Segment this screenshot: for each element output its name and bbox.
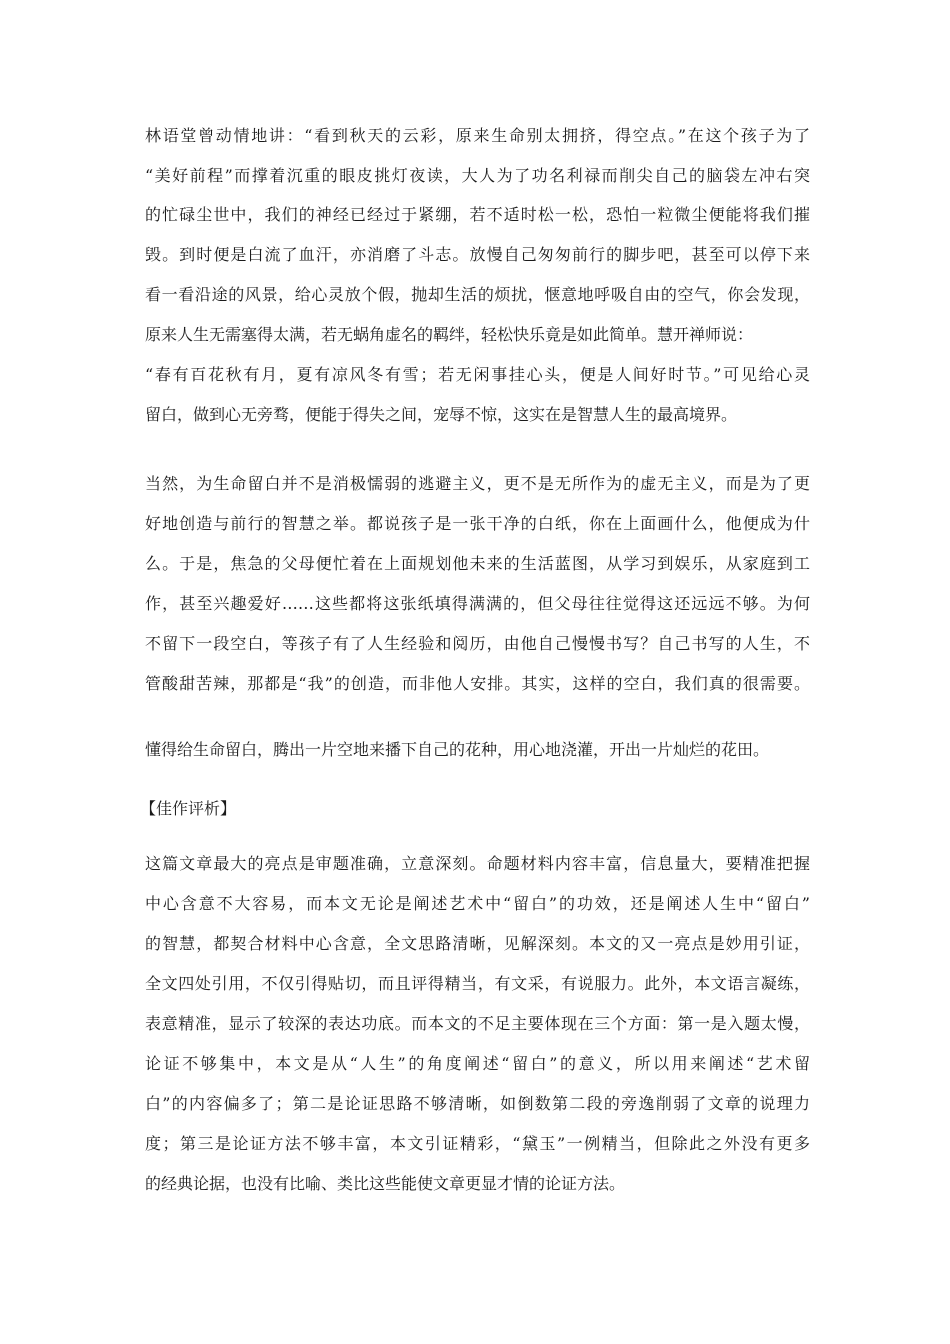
text-line: 么。于是，焦急的父母便忙着在上面规划他未来的生活蓝图，从学习到娱乐，从家庭到工 [145, 554, 810, 573]
text-line: 好地创造与前行的智慧之举。都说孩子是一张干净的白纸，你在上面画什么，他便成为什 [145, 514, 810, 533]
text-line: 看一看沿途的风景，给心灵放个假，抛却生活的烦扰，惬意地呼吸自由的空气，你会发现， [145, 285, 810, 304]
section-heading: 【佳作评析】 [140, 799, 237, 818]
text-line: 中心含意不大容易，而本文无论是阐述艺术中“留白”的功效，还是阐述人生中“留白” [145, 894, 810, 913]
text-line: 的智慧，都契合材料中心含意，全文思路清晰，见解深刻。本文的又一亮点是妙用引证， [145, 934, 810, 953]
text-line: 度；第三是论证方法不够丰富，本文引证精彩，“黛玉”一例精当，但除此之外没有更多 [145, 1134, 810, 1153]
text-line: 原来人生无需塞得太满，若无蜗角虚名的羁绊，轻松快乐竟是如此简单。慧开禅师说： [145, 325, 754, 344]
text-line: 这篇文章最大的亮点是审题准确，立意深刻。命题材料内容丰富，信息量大，要精准把握 [145, 854, 810, 873]
text-line: 表意精准，显示了较深的表达功底。而本文的不足主要体现在三个方面：第一是入题太慢， [145, 1014, 810, 1033]
text-line: 懂得给生命留白，腾出一片空地来播下自己的花种，用心地浇灌，开出一片灿烂的花田。 [145, 740, 770, 759]
text-line: 的经典论据，也没有比喻、类比这些能使文章更显才情的论证方法。 [145, 1174, 626, 1193]
text-line: 管酸甜苦辣，那都是“我”的创造，而非他人安排。其实，这样的空白，我们真的很需要。 [145, 674, 810, 693]
text-line: 林语堂曾动情地讲：“看到秋天的云彩，原来生命别太拥挤，得空点。”在这个孩子为了 [145, 126, 810, 145]
text-line: 不留下一段空白，等孩子有了人生经验和阅历，由他自己慢慢书写？自己书写的人生，不 [145, 634, 810, 653]
text-line: 论证不够集中，本文是从“人生”的角度阐述“留白”的意义，所以用来阐述“艺术留 [145, 1054, 810, 1073]
text-line: 白”的内容偏多了；第二是论证思路不够清晰，如倒数第二段的旁逸削弱了文章的说理力 [145, 1094, 810, 1113]
text-line: 的忙碌尘世中，我们的神经已经过于紧绷，若不适时松一松，恐怕一粒微尘便能将我们摧 [145, 205, 810, 224]
text-line: 当然，为生命留白并不是消极懦弱的逃避主义，更不是无所作为的虚无主义，而是为了更 [145, 474, 810, 493]
text-line: 毁。到时便是白流了血汗，亦消磨了斗志。放慢自己匆匆前行的脚步吧，甚至可以停下来 [145, 245, 810, 264]
text-line: 作，甚至兴趣爱好……这些都将这张纸填得满满的，但父母往往觉得这还远远不够。为何 [145, 594, 810, 613]
text-line: “春有百花秋有月，夏有凉风冬有雪；若无闲事挂心头，便是人间好时节。”可见给心灵 [145, 365, 810, 384]
text-line: 全文四处引用，不仅引得贴切，而且评得精当，有文采，有说服力。此外，本文语言凝练， [145, 974, 810, 993]
text-line: 留白，做到心无旁骛，便能于得失之间，宠辱不惊，这实在是智慧人生的最高境界。 [145, 405, 738, 424]
text-line: “美好前程”而撑着沉重的眼皮挑灯夜读，大人为了功名利禄而削尖自己的脑袋左冲右突 [145, 166, 810, 185]
